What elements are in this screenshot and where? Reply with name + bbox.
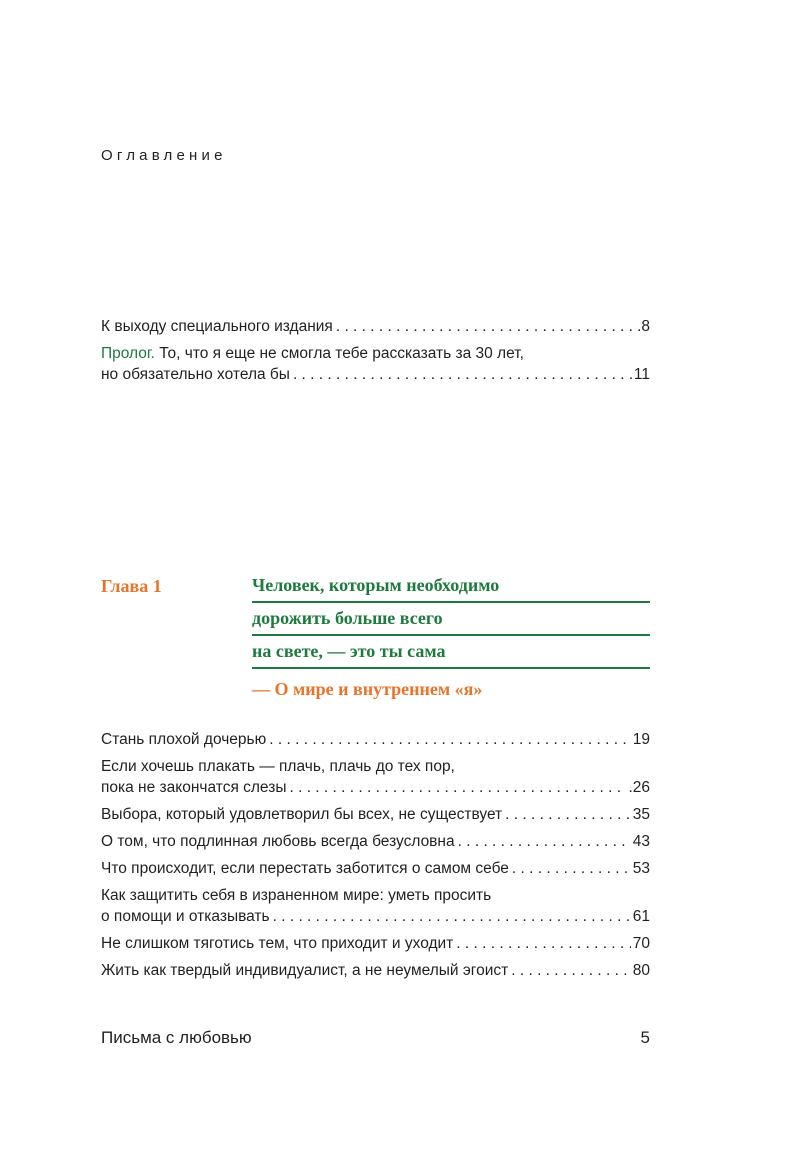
toc-entry-page: 11 <box>633 366 650 383</box>
front-matter-list <box>101 316 650 385</box>
toc-entry-page: 35 <box>632 806 650 823</box>
toc-entry-title: К выходу специального издания <box>101 318 333 335</box>
dot-leader <box>456 933 630 954</box>
chapter-label: Глава 1 <box>101 576 162 596</box>
toc-entry[interactable] <box>101 885 650 927</box>
toc-entry[interactable] <box>101 729 650 750</box>
toc-entry-page: 43 <box>632 833 650 850</box>
toc-entry-title: Что происходит, если перестать заботится о самом себе <box>101 860 509 877</box>
dot-leader <box>505 804 631 825</box>
chapter-entries-list <box>101 729 650 981</box>
dot-leader <box>511 960 631 981</box>
dot-leader <box>269 729 631 750</box>
toc-entry-title-line2: но обязательно хотела бы <box>101 366 290 383</box>
chapter-subtitle: — О мире и внутреннем «я» <box>252 679 483 699</box>
dot-leader <box>458 831 631 852</box>
toc-entry-page: 61 <box>632 908 650 925</box>
chapter-title-line: Человек, которым необходимо <box>252 570 650 603</box>
toc-entry-page: .8 <box>637 318 650 335</box>
chapter-title-line: на свете, — это ты сама <box>252 636 650 669</box>
chapter-title[interactable] <box>252 570 650 669</box>
toc-entry-title-line1: Если хочешь плакать — плачь, плачь до тех пор, <box>101 758 455 775</box>
toc-entry-title: Стань плохой дочерью <box>101 731 267 748</box>
dot-leader <box>512 858 631 879</box>
dot-leader <box>336 316 635 337</box>
toc-entry[interactable] <box>101 960 650 981</box>
toc-entry-special-edition[interactable] <box>101 316 650 337</box>
contents-heading: Оглавление <box>101 147 227 164</box>
toc-entry-page: 53 <box>632 860 650 877</box>
toc-entry-title: Жить как твердый индивидуалист, а не неумелый эгоист <box>101 962 509 979</box>
dot-leader <box>293 364 632 385</box>
prologue-label: Пролог. <box>101 345 155 362</box>
toc-entry-page: 80 <box>632 962 650 979</box>
dot-leader <box>273 906 631 927</box>
toc-entry-page: 70 <box>632 935 650 952</box>
toc-entry-title: Выбора, который удовлетворил бы всех, не существует <box>101 806 503 823</box>
toc-entry[interactable] <box>101 831 650 852</box>
toc-entry-page: .26 <box>628 779 650 796</box>
toc-entry-title-line2: о помощи и отказывать <box>101 908 270 925</box>
chapter-title-line: дорожить больше всего <box>252 603 650 636</box>
toc-entry-title-line1: Как защитить себя в израненном мире: уметь просить <box>101 887 492 904</box>
page-number: 5 <box>640 1028 650 1047</box>
toc-entry-title-line2: пока не закончатся слезы <box>101 779 287 796</box>
toc-entry[interactable] <box>101 756 650 798</box>
toc-entry-title-line1: То, что я еще не смогла тебе рассказать за 30 лет, <box>154 345 524 362</box>
toc-entry-page: 19 <box>632 731 650 748</box>
toc-entry[interactable] <box>101 858 650 879</box>
toc-entry-prologue[interactable] <box>101 343 650 385</box>
toc-entry-title: О том, что подлинная любовь всегда безусловна <box>101 833 455 850</box>
toc-entry-title: Не слишком тяготись тем, что приходит и уходит <box>101 935 454 952</box>
toc-entry[interactable] <box>101 933 650 954</box>
dot-leader <box>289 777 626 798</box>
toc-entry[interactable] <box>101 804 650 825</box>
running-footer-title: Письма с любовью <box>101 1028 252 1047</box>
